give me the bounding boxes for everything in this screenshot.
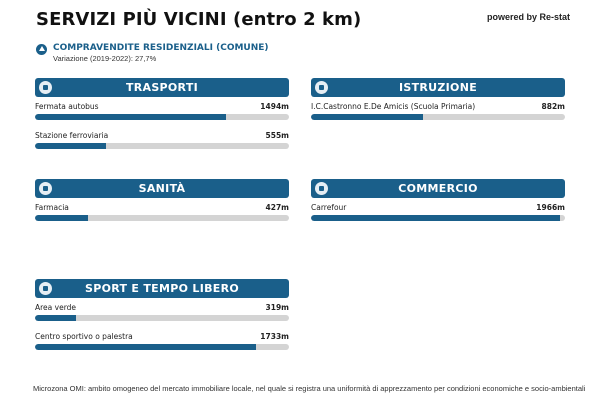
section-istruzione — [311, 78, 565, 127]
sport-icon — [39, 282, 52, 295]
distance-bar-fill — [35, 143, 106, 149]
service-name: Centro sportivo o palestra — [35, 332, 133, 341]
section-commercio — [311, 179, 565, 228]
powered-by-logo: powered by Re-stat — [486, 12, 570, 22]
service-name: Area verde — [35, 303, 77, 312]
section-trasporti — [35, 78, 289, 156]
section-header — [35, 279, 289, 298]
service-name: Stazione ferroviaria — [35, 131, 109, 140]
section-title: COMMERCIO — [398, 182, 478, 195]
section-header — [35, 78, 289, 97]
distance-bar — [311, 114, 565, 120]
distance-bar-fill — [35, 315, 76, 321]
distance-bar-fill — [35, 114, 226, 120]
service-distance: 1733m — [260, 332, 289, 341]
section-title: SANITÀ — [138, 182, 186, 195]
distance-bar — [311, 215, 565, 221]
service-name: Carrefour — [311, 203, 347, 212]
health-icon — [39, 182, 52, 195]
distance-bar — [35, 143, 289, 149]
section-header — [35, 179, 289, 198]
footer-note: Microzona OMI: ambito omogeneo del mercato immobiliare locale, nel quale si registra una uniformità di apprezzamento per condizioni economiche e socio-ambientali — [33, 384, 586, 393]
service-item — [311, 102, 565, 127]
section-title: SPORT E TEMPO LIBERO — [84, 282, 240, 295]
service-distance: 427m — [265, 203, 289, 212]
page-title: SERVIZI PIÙ VICINI (entro 2 km) — [36, 9, 362, 30]
service-distance: 319m — [265, 303, 289, 312]
distance-bar — [35, 344, 289, 350]
cart-icon — [315, 182, 328, 195]
bus-icon — [39, 81, 52, 94]
subheader-variation: Variazione (2019-2022): 27,7% — [53, 54, 157, 63]
service-item — [35, 203, 289, 228]
distance-bar-fill — [35, 344, 256, 350]
service-item — [35, 303, 289, 328]
section-header — [311, 179, 565, 198]
service-distance: 882m — [541, 102, 565, 111]
section-header — [311, 78, 565, 97]
subheader-title: COMPRAVENDITE RESIDENZIALI (COMUNE) — [53, 43, 269, 53]
section-title: ISTRUZIONE — [398, 81, 478, 94]
service-item — [311, 203, 565, 228]
service-distance: 1966m — [536, 203, 565, 212]
distance-bar-fill — [311, 215, 560, 221]
service-distance: 1494m — [260, 102, 289, 111]
section-sanita — [35, 179, 289, 228]
home-icon — [36, 44, 47, 55]
section-sport — [35, 279, 289, 357]
service-item — [35, 332, 289, 357]
service-item — [35, 102, 289, 127]
section-title: TRASPORTI — [125, 81, 199, 94]
service-distance: 555m — [265, 131, 289, 140]
service-item — [35, 131, 289, 156]
distance-bar-fill — [311, 114, 423, 120]
distance-bar-fill — [35, 215, 88, 221]
service-name: Farmacia — [35, 203, 69, 212]
distance-bar — [35, 215, 289, 221]
service-name: Fermata autobus — [35, 102, 99, 111]
service-name: I.C.Castronno E.De Amicis (Scuola Primaria) — [311, 102, 476, 111]
distance-bar — [35, 114, 289, 120]
school-icon — [315, 81, 328, 94]
distance-bar — [35, 315, 289, 321]
